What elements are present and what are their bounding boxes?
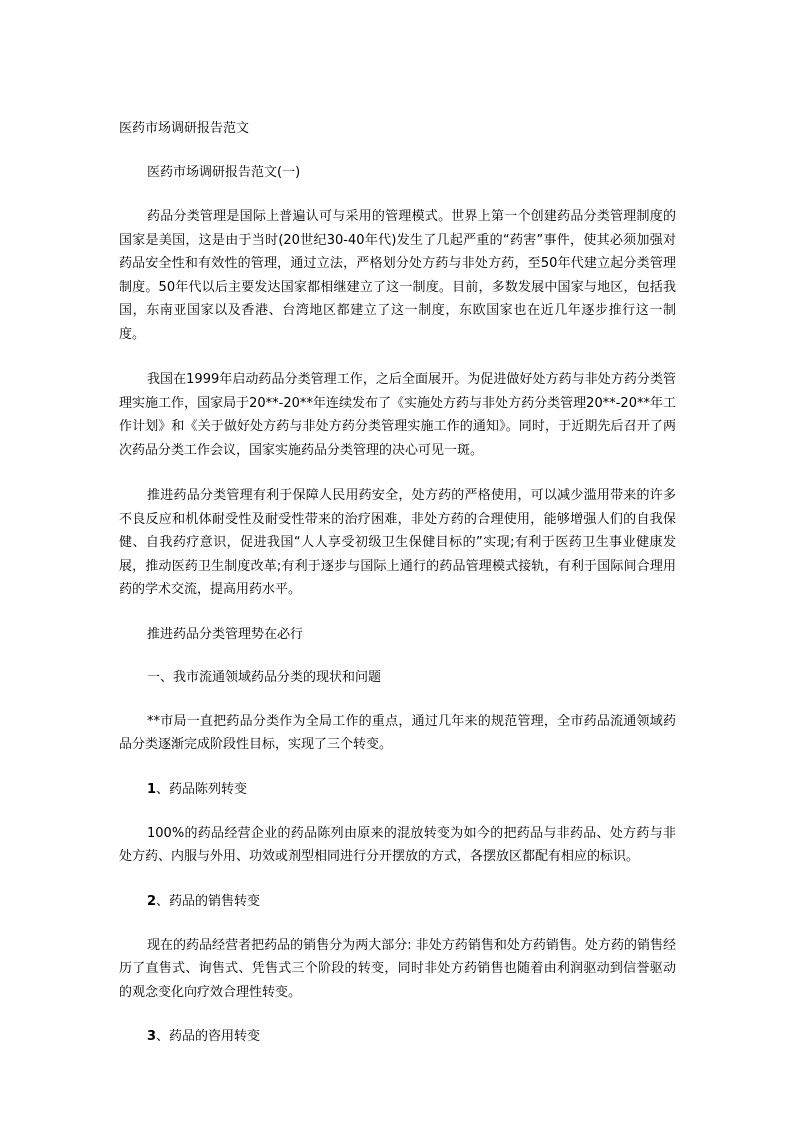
- section-heading-current-status: 一、我市流通领域药品分类的现状和问题: [147, 669, 382, 685]
- subheading-number: 2: [147, 893, 157, 909]
- paragraph-4: **市局一直把药品分类作为全局工作的重点，通过几年来的规范管理，全市药品流通领域药品分类逐渐完成阶段性目标，实现了三个转变。: [119, 713, 676, 752]
- document-body: [119, 119, 676, 1047]
- subheading-text: 、药品的销售转变: [156, 893, 261, 909]
- paragraph-6: 现在的药品经营者把药品的销售分为两大部分: 非处方药销售和处方药销售。处方药的销售经历了直售式、询售式、凭售式三个阶段的转变，同时非处方药销售也随着由利润驱动到信誉驱动的观念变化向疗效合理性转变。: [119, 937, 676, 1000]
- subheading-number: 3: [147, 1029, 157, 1044]
- document-title: 医药市场调研报告范文: [119, 121, 250, 136]
- document-subtitle: 医药市场调研报告范文(一): [147, 165, 301, 180]
- subheading-sales-change: [147, 892, 676, 912]
- subheading-number: 1: [147, 781, 157, 797]
- subheading-usage-change: [147, 1027, 676, 1047]
- section-heading-push-classification: 推进药品分类管理势在必行: [147, 626, 304, 642]
- subheading-text: 、药品陈列转变: [156, 781, 248, 797]
- subheading-text: 、药品的咨用转变: [156, 1029, 261, 1044]
- paragraph-1: 药品分类管理是国际上普遍认可与采用的管理模式。世界上第一个创建药品分类管理制度的国家是美国，这是由于当时(20世纪30-40年代)发生了几起严重的“药害”事件，使其必须加强对药品安全性和有效性的管理，通过立法，严格划分处方药与非处方药，至50年代建立起分类管理制度。50年代以后主要发达国家都相继建立了这一制度。目前，多数发展中国家与地区，包括我国，东南亚国家以及香港、台湾地区都建立了这一制度，东欧国家也在近几年逐步推行这一制度。: [119, 209, 676, 342]
- paragraph-3: 推进药品分类管理有利于保障人民用药安全，处方药的严格使用，可以减少滥用带来的许多不良反应和机体耐受性及耐受性带来的治疗困难，非处方药的合理使用，能够增强人们的自我保健、自我药疗意识，促进我国“人人享受初级卫生保健目标的”实现;有利于医药卫生事业健康发展，推动医药卫生制度改革;有利于逐步与国际上通行的药品管理模式接轨，有利于国际间合理用药的学术交流，提高用药水平。: [119, 488, 676, 597]
- paragraph-2: 我国在1999年启动药品分类管理工作，之后全面展开。为促进做好处方药与非处方药分类管理实施工作，国家局于20**-20**年连续发布了《实施处方药与非处方药分类管理20**-20**年工作计划》和《关于做好处方药与非处方药分类管理实施工作的通知》。同时，于近期先后召开了两次药品分类工作会议，国家实施药品分类管理的决心可见一斑。: [119, 372, 676, 458]
- subheading-display-change: [147, 780, 676, 800]
- paragraph-5: 100%的药品经营企业的药品陈列由原来的混放转变为如今的把药品与非药品、处方药与非处方药、内服与外用、功效或剂型相同进行分开摆放的方式，各摆放区都配有相应的标识。: [119, 825, 676, 864]
